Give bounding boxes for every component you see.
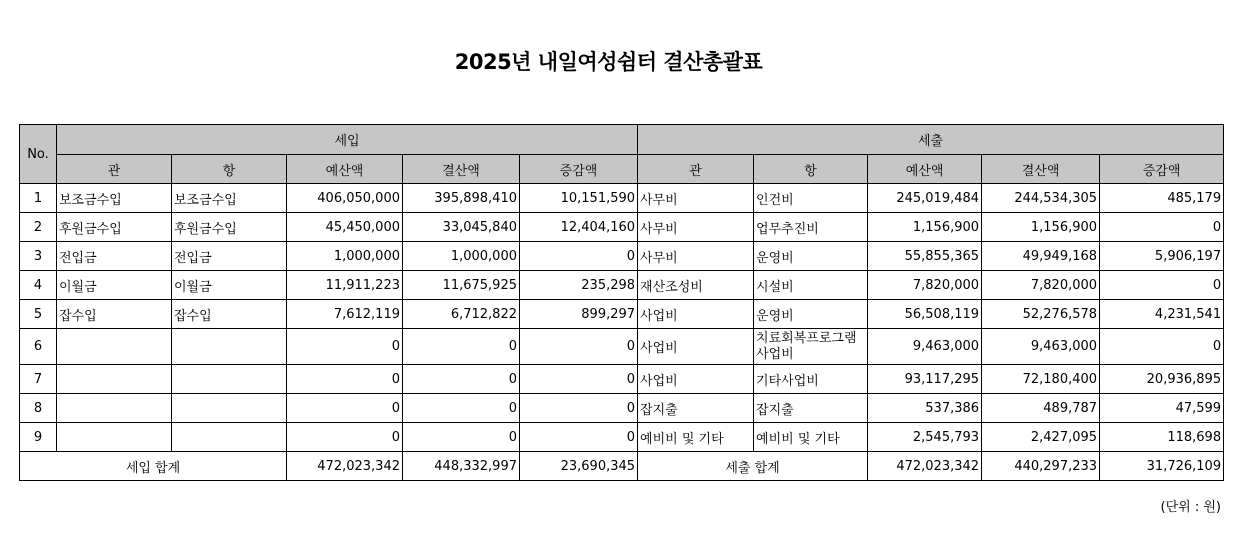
income-gwan: 후원금수입 xyxy=(57,213,172,242)
page-title: 2025년 내일여성쉼터 결산총괄표 xyxy=(454,50,763,74)
header-row-columns xyxy=(20,155,1224,184)
income-settlement: 6,712,822 xyxy=(403,300,520,329)
row-no: 4 xyxy=(20,271,57,300)
table-row xyxy=(20,423,1224,452)
expense-settlement: 244,534,305 xyxy=(982,184,1100,213)
header-income-budget: 예산액 xyxy=(287,155,403,184)
income-settlement: 0 xyxy=(403,329,520,365)
row-no: 6 xyxy=(20,329,57,365)
income-gwan: 보조금수입 xyxy=(57,184,172,213)
income-hang: 후원금수입 xyxy=(172,213,287,242)
income-hang: 이월금 xyxy=(172,271,287,300)
row-no: 9 xyxy=(20,423,57,452)
income-gwan xyxy=(57,423,172,452)
expense-settlement: 2,427,095 xyxy=(982,423,1100,452)
expense-gwan: 사무비 xyxy=(638,213,754,242)
income-total-label: 세입 합계 xyxy=(20,452,287,481)
income-difference: 235,298 xyxy=(520,271,638,300)
expense-difference: 0 xyxy=(1100,271,1224,300)
income-gwan xyxy=(57,365,172,394)
table-row xyxy=(20,394,1224,423)
income-budget: 0 xyxy=(287,365,403,394)
expense-gwan: 사업비 xyxy=(638,365,754,394)
header-row-groups xyxy=(20,125,1224,155)
expense-difference: 485,179 xyxy=(1100,184,1224,213)
expense-hang: 운영비 xyxy=(754,300,868,329)
expense-budget: 1,156,900 xyxy=(868,213,982,242)
expense-hang: 기타사업비 xyxy=(754,365,868,394)
expense-budget: 7,820,000 xyxy=(868,271,982,300)
header-income-group: 세입 xyxy=(57,125,638,155)
income-total-settlement: 448,332,997 xyxy=(403,452,520,481)
header-expense-gwan: 관 xyxy=(638,155,754,184)
income-difference: 0 xyxy=(520,242,638,271)
income-difference: 12,404,160 xyxy=(520,213,638,242)
header-expense-settlement: 결산액 xyxy=(982,155,1100,184)
income-total-difference: 23,690,345 xyxy=(520,452,638,481)
expense-total-budget: 472,023,342 xyxy=(868,452,982,481)
expense-budget: 55,855,365 xyxy=(868,242,982,271)
unit-note: (단위 : 원) xyxy=(1160,500,1221,515)
income-settlement: 11,675,925 xyxy=(403,271,520,300)
row-no: 2 xyxy=(20,213,57,242)
expense-settlement: 489,787 xyxy=(982,394,1100,423)
expense-budget: 9,463,000 xyxy=(868,329,982,365)
totals-row xyxy=(20,452,1224,481)
expense-gwan: 잡지출 xyxy=(638,394,754,423)
income-budget: 45,450,000 xyxy=(287,213,403,242)
expense-hang: 잡지출 xyxy=(754,394,868,423)
expense-gwan: 사무비 xyxy=(638,242,754,271)
income-difference: 0 xyxy=(520,329,638,365)
expense-hang: 치료회복프로그램사업비 xyxy=(754,329,868,365)
income-difference: 0 xyxy=(520,394,638,423)
expense-gwan: 사업비 xyxy=(638,329,754,365)
table-row xyxy=(20,329,1224,365)
income-difference: 0 xyxy=(520,365,638,394)
expense-hang: 업무추진비 xyxy=(754,213,868,242)
row-no: 3 xyxy=(20,242,57,271)
expense-hang: 시설비 xyxy=(754,271,868,300)
expense-difference: 0 xyxy=(1100,213,1224,242)
table-row xyxy=(20,242,1224,271)
income-settlement: 33,045,840 xyxy=(403,213,520,242)
expense-budget: 56,508,119 xyxy=(868,300,982,329)
income-hang: 보조금수입 xyxy=(172,184,287,213)
income-hang xyxy=(172,423,287,452)
income-hang: 전입금 xyxy=(172,242,287,271)
expense-difference: 47,599 xyxy=(1100,394,1224,423)
income-budget: 406,050,000 xyxy=(287,184,403,213)
income-gwan: 전입금 xyxy=(57,242,172,271)
row-no: 7 xyxy=(20,365,57,394)
row-no: 8 xyxy=(20,394,57,423)
income-settlement: 1,000,000 xyxy=(403,242,520,271)
expense-gwan: 사무비 xyxy=(638,184,754,213)
header-income-difference: 증감액 xyxy=(520,155,638,184)
settlement-summary-table xyxy=(19,124,1224,481)
income-hang xyxy=(172,394,287,423)
table-row xyxy=(20,271,1224,300)
income-settlement: 0 xyxy=(403,423,520,452)
income-budget: 0 xyxy=(287,329,403,365)
income-total-budget: 472,023,342 xyxy=(287,452,403,481)
header-income-settlement: 결산액 xyxy=(403,155,520,184)
expense-gwan: 사업비 xyxy=(638,300,754,329)
income-budget: 0 xyxy=(287,423,403,452)
header-expense-budget: 예산액 xyxy=(868,155,982,184)
income-difference: 0 xyxy=(520,423,638,452)
expense-budget: 245,019,484 xyxy=(868,184,982,213)
expense-settlement: 1,156,900 xyxy=(982,213,1100,242)
expense-difference: 4,231,541 xyxy=(1100,300,1224,329)
expense-difference: 20,936,895 xyxy=(1100,365,1224,394)
expense-budget: 2,545,793 xyxy=(868,423,982,452)
table-row xyxy=(20,213,1224,242)
income-budget: 7,612,119 xyxy=(287,300,403,329)
expense-gwan: 재산조성비 xyxy=(638,271,754,300)
header-expense-group: 세출 xyxy=(638,125,1224,155)
income-difference: 10,151,590 xyxy=(520,184,638,213)
income-hang: 잡수입 xyxy=(172,300,287,329)
expense-total-difference: 31,726,109 xyxy=(1100,452,1224,481)
income-hang xyxy=(172,329,287,365)
income-settlement: 395,898,410 xyxy=(403,184,520,213)
header-expense-difference: 증감액 xyxy=(1100,155,1224,184)
income-budget: 1,000,000 xyxy=(287,242,403,271)
income-gwan: 이월금 xyxy=(57,271,172,300)
row-no: 1 xyxy=(20,184,57,213)
header-expense-hang: 항 xyxy=(754,155,868,184)
expense-settlement: 9,463,000 xyxy=(982,329,1100,365)
income-budget: 0 xyxy=(287,394,403,423)
income-difference: 899,297 xyxy=(520,300,638,329)
table-row xyxy=(20,365,1224,394)
income-gwan: 잡수입 xyxy=(57,300,172,329)
expense-settlement: 72,180,400 xyxy=(982,365,1100,394)
table-row xyxy=(20,300,1224,329)
income-settlement: 0 xyxy=(403,365,520,394)
header-income-gwan: 관 xyxy=(57,155,172,184)
expense-gwan: 예비비 및 기타 xyxy=(638,423,754,452)
expense-budget: 537,386 xyxy=(868,394,982,423)
table-row xyxy=(20,184,1224,213)
expense-difference: 0 xyxy=(1100,329,1224,365)
row-no: 5 xyxy=(20,300,57,329)
expense-budget: 93,117,295 xyxy=(868,365,982,394)
expense-settlement: 49,949,168 xyxy=(982,242,1100,271)
expense-hang: 예비비 및 기타 xyxy=(754,423,868,452)
income-budget: 11,911,223 xyxy=(287,271,403,300)
expense-settlement: 7,820,000 xyxy=(982,271,1100,300)
income-gwan xyxy=(57,394,172,423)
expense-settlement: 52,276,578 xyxy=(982,300,1100,329)
expense-total-settlement: 440,297,233 xyxy=(982,452,1100,481)
header-no: No. xyxy=(20,125,57,184)
expense-hang: 운영비 xyxy=(754,242,868,271)
income-settlement: 0 xyxy=(403,394,520,423)
income-hang xyxy=(172,365,287,394)
income-gwan xyxy=(57,329,172,365)
expense-difference: 118,698 xyxy=(1100,423,1224,452)
header-income-hang: 항 xyxy=(172,155,287,184)
expense-hang: 인건비 xyxy=(754,184,868,213)
expense-difference: 5,906,197 xyxy=(1100,242,1224,271)
expense-total-label: 세출 합계 xyxy=(638,452,868,481)
